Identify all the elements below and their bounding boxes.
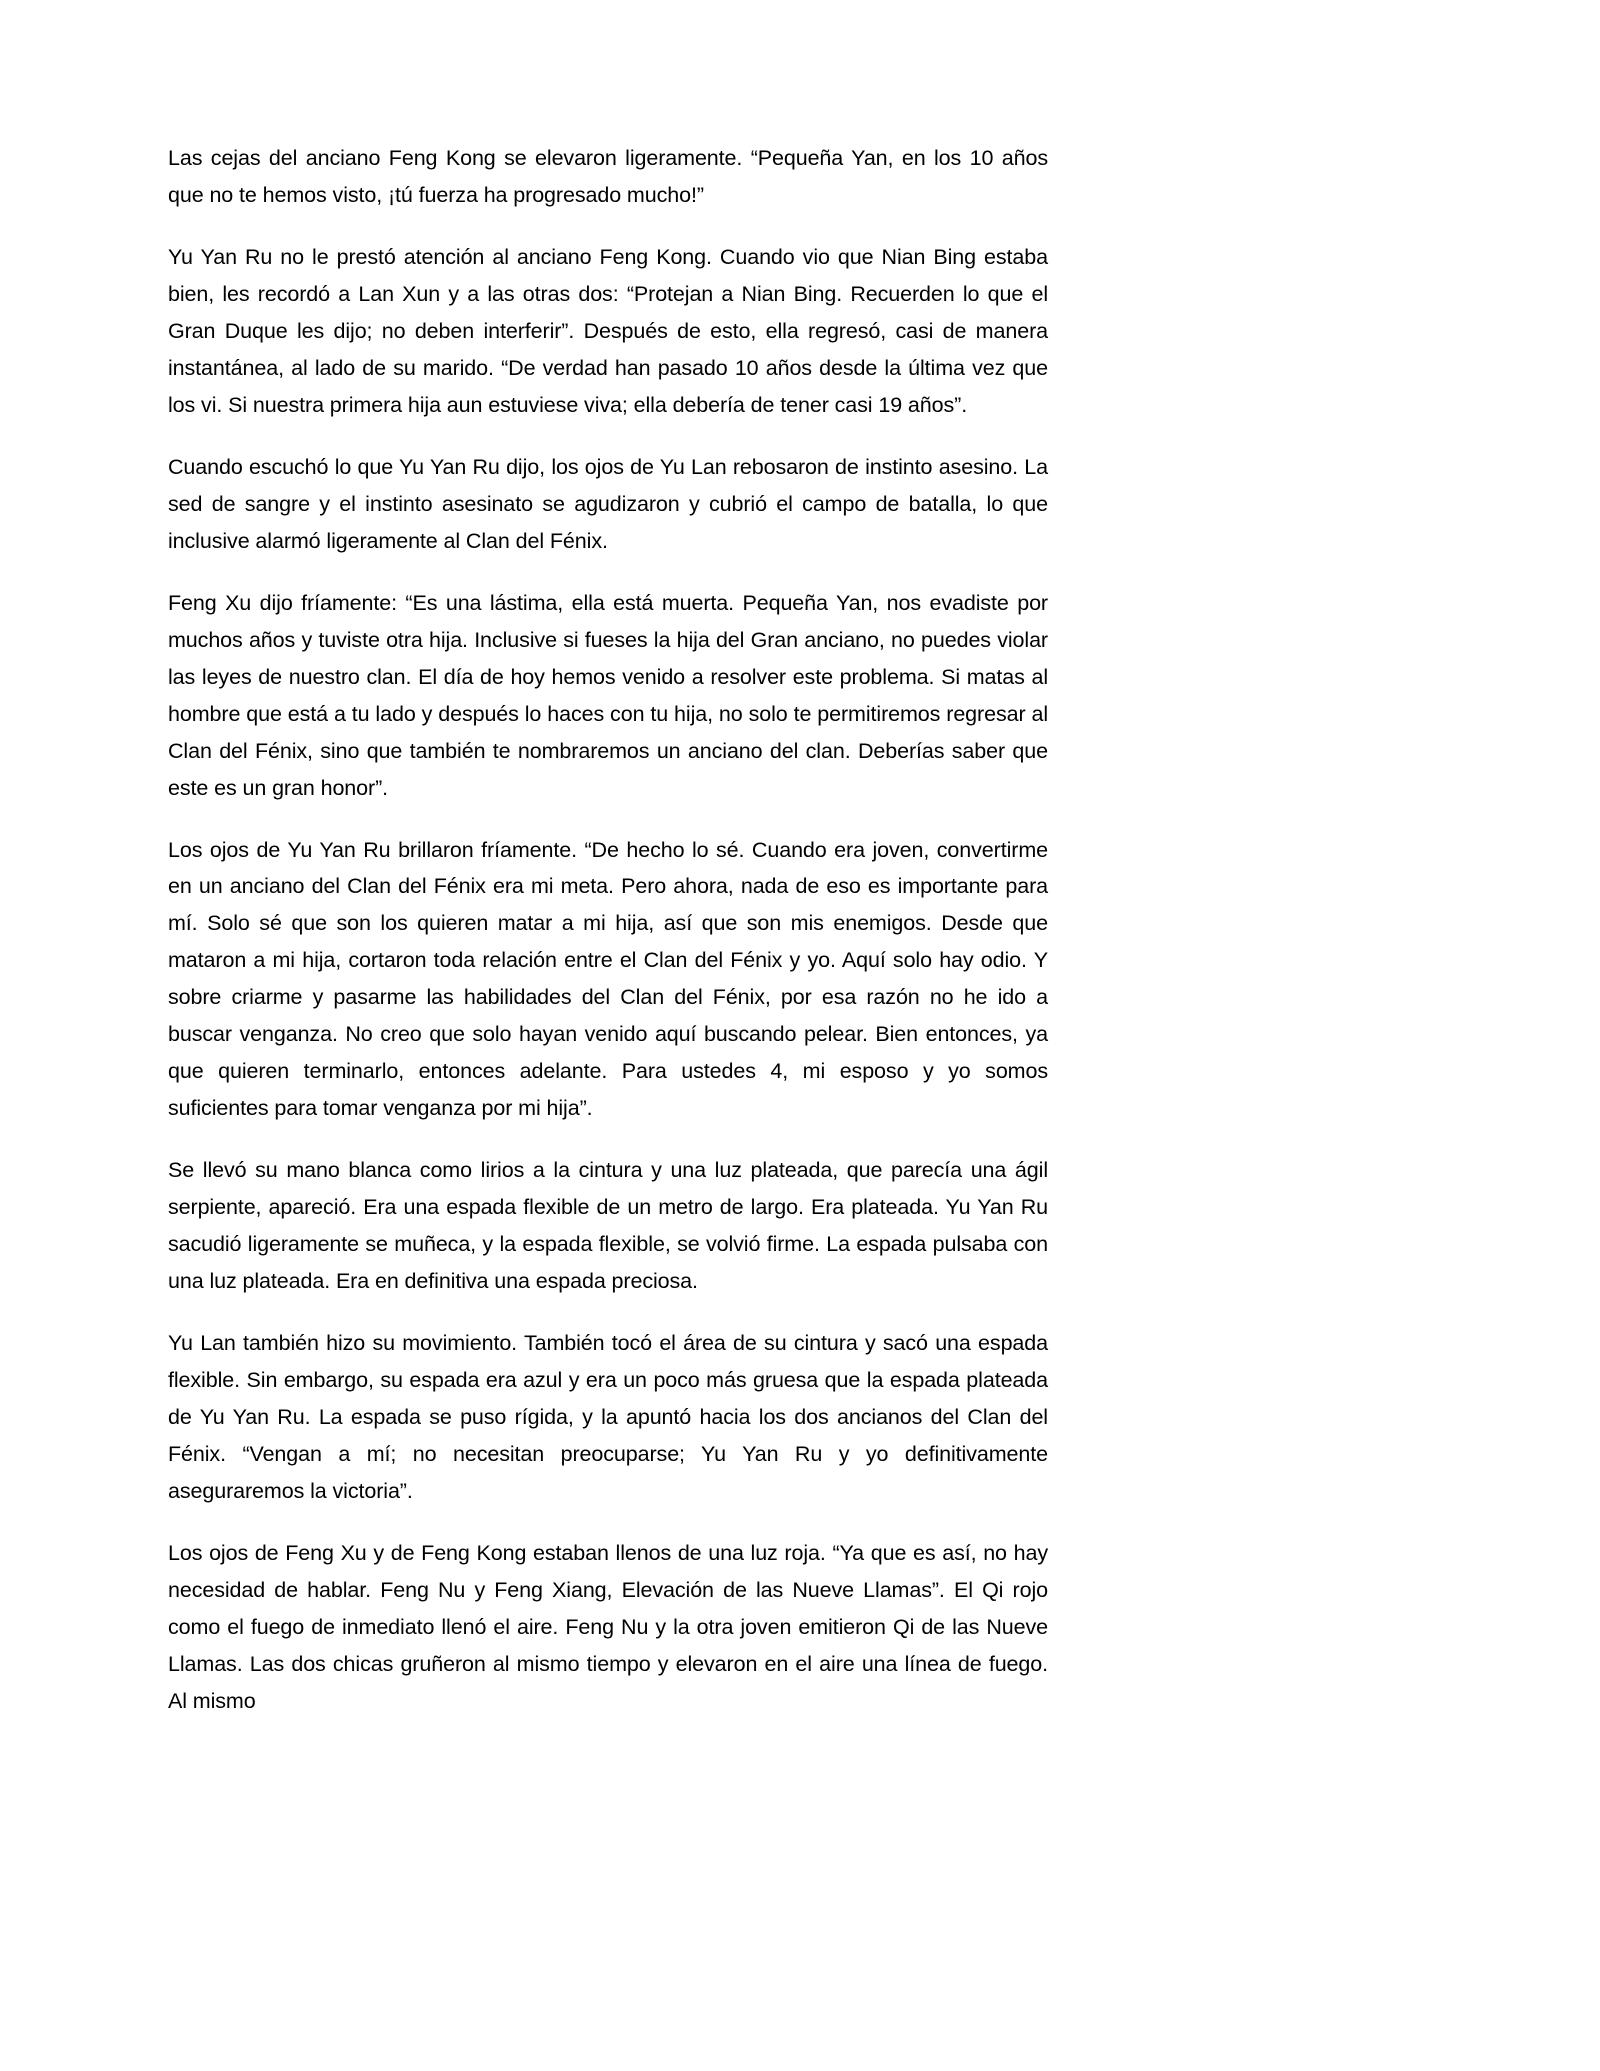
paragraph: Los ojos de Feng Xu y de Feng Kong estaban llenos de una luz roja. “Ya que es así, no hay necesidad de hablar. Feng Nu y Feng Xiang, Elevación de las Nueve Llamas”. El Qi rojo como el fuego de inmediato llenó el aire. Feng Nu y la otra joven emitieron Qi de las Nueve Llamas. Las dos chicas gruñeron al mismo tiempo y elevaron en el aire una línea de fuego. Al mismo: [168, 1540, 1048, 1713]
document-text-body: [168, 140, 1048, 1720]
paragraph: Yu Yan Ru no le prestó atención al anciano Feng Kong. Cuando vio que Nian Bing estaba bien, les recordó a Lan Xun y a las otras dos: “Protejan a Nian Bing. Recuerden lo que el Gran Duque les dijo; no deben interferir”. Después de esto, ella regresó, casi de manera instantánea, al lado de su marido. “De verdad han pasado 10 años desde la última vez que los vi. Si nuestra primera hija aun estuviese viva; ella debería de tener casi 19 años”.: [168, 244, 1048, 417]
paragraph: Las cejas del anciano Feng Kong se elevaron ligeramente. “Pequeña Yan, en los 10 años que no te hemos visto, ¡tú fuerza ha progresado mucho!”: [168, 146, 1048, 207]
paragraph: Se llevó su mano blanca como lirios a la cintura y una luz plateada, que parecía una ágil serpiente, apareció. Era una espada flexible de un metro de largo. Era plateada. Yu Yan Ru sacudió ligeramente se muñeca, y la espada flexible, se volvió firme. La espada pulsaba con una luz plateada. Era en definitiva una espada preciosa.: [168, 1158, 1048, 1294]
paragraph: Feng Xu dijo fríamente: “Es una lástima, ella está muerta. Pequeña Yan, nos evadiste por muchos años y tuviste otra hija. Inclusive si fueses la hija del Gran anciano, no puedes violar las leyes de nuestro clan. El día de hoy hemos venido a resolver este problema. Si matas al hombre que está a tu lado y después lo haces con tu hija, no solo te permitiremos regresar al Clan del Fénix, sino que también te nombraremos un anciano del clan. Deberías saber que este es un gran honor”.: [168, 590, 1048, 800]
paragraph: Yu Lan también hizo su movimiento. También tocó el área de su cintura y sacó una espada flexible. Sin embargo, su espada era azul y era un poco más gruesa que la espada plateada de Yu Yan Ru. La espada se puso rígida, y la apuntó hacia los dos ancianos del Clan del Fénix. “Vengan a mí; no necesitan preocuparse; Yu Yan Ru y yo definitivamente aseguraremos la victoria”.: [168, 1331, 1048, 1503]
paragraph: Los ojos de Yu Yan Ru brillaron fríamente. “De hecho lo sé. Cuando era joven, convertirme en un anciano del Clan del Fénix era mi meta. Pero ahora, nada de eso es importante para mí. Solo sé que son los quieren matar a mi hija, así que son mis enemigos. Desde que mataron a mi hija, cortaron toda relación entre el Clan del Fénix y yo. Aquí solo hay odio. Y sobre criarme y pasarme las habilidades del Clan del Fénix, por esa razón no he ido a buscar venganza. No creo que solo hayan venido aquí buscando pelear. Bien entonces, ya que quieren terminarlo, entonces adelante. Para ustedes 4, mi esposo y yo somos suficientes para tomar venganza por mi hija”.: [168, 837, 1048, 1121]
paragraph: Cuando escuchó lo que Yu Yan Ru dijo, los ojos de Yu Lan rebosaron de instinto asesino. La sed de sangre y el instinto asesinato se agudizaron y cubrió el campo de batalla, lo que inclusive alarmó ligeramente al Clan del Fénix.: [168, 454, 1048, 553]
